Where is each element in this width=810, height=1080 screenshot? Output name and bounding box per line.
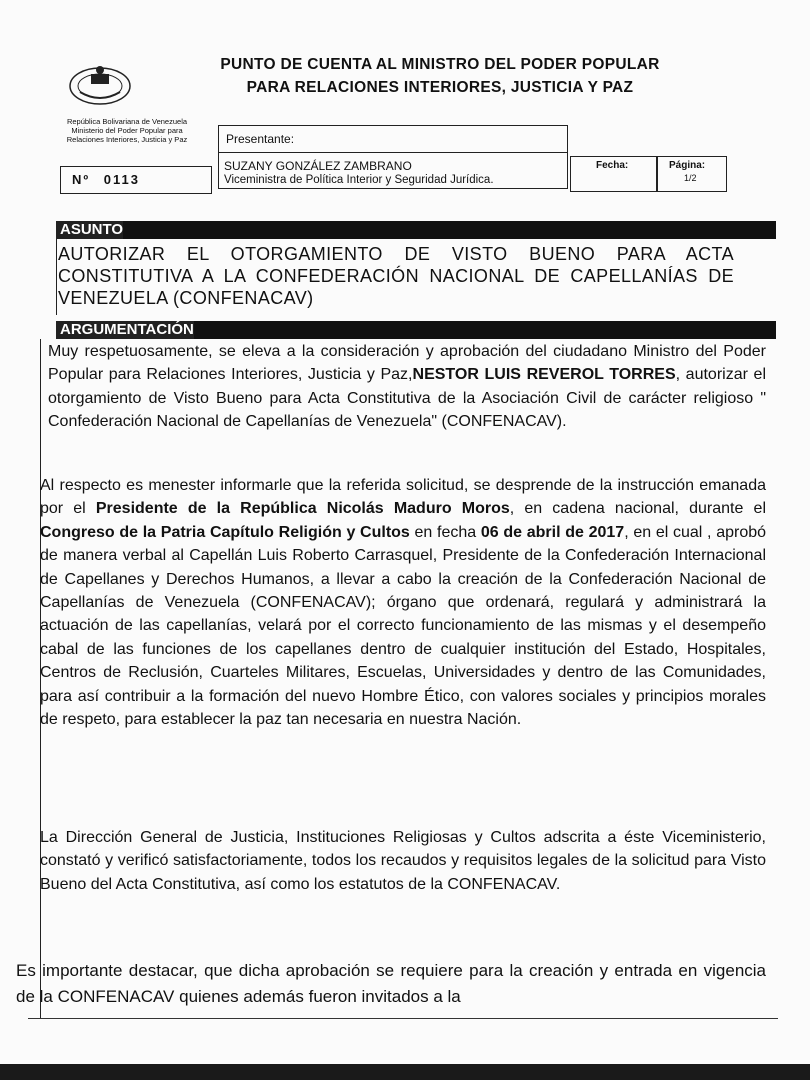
bold-text: Presidente de la República Nicolás Maduro Moros — [95, 500, 510, 518]
org-line: Ministerio del Poder Popular para — [71, 126, 183, 135]
argumentacion-header-bar — [56, 321, 776, 339]
text-run: , autorizar el otorgamiento de Visto Bueno para Acta Constitutiva de la Asociación Civil de carácter religioso " Confederación Nacional de Capellanías de Venezuela" (CONFENACAV). — [48, 366, 766, 431]
bold-date: 06 de abril de 2017 — [480, 523, 625, 541]
asunto-text: AUTORIZAR EL OTORGAMIENTO DE VISTO BUENO PARA ACTA CONSTITUTIVA A LA CONFEDERACIÓN NACIONAL DE CAPELLANÍAS DE VENEZUELA (CONFENACAV) — [58, 244, 734, 308]
paragraph-2 — [40, 474, 766, 731]
government-seal-icon — [66, 62, 134, 106]
pagina-label: Página: — [669, 160, 706, 171]
text-run: , en el cual , aprobó de manera verbal al Capellán Luis Roberto Carrasquel, Presidente de la Confederación Internacional de Capellanes y Derechos Humanos, a llevar a cabo la creación de la Confederación Nacional de Capellanías de Venezuela (CONFENACAV); órgano que ordenará, regulará y administrará la actuación de las capellanías, velará por el correcto funcionamiento de las mismas y el desempeño cabal de las funciones de los capellanes dentro de cualquier institución del Estado, Hospitales, Centros de Reclusión, Cuarteles Militares, Escuelas, Universidades y dentro de las Comunidades, para así contribuir a la formación del nuevo Hombre Ético, con valores sociales y principios morales de respeto, para establecer la paz tan necesaria en nuestra Nación. — [40, 523, 767, 729]
fecha-label: Fecha: — [596, 160, 629, 171]
org-line: Relaciones Interiores, Justicia y Paz — [66, 135, 188, 144]
paragraph-1 — [48, 340, 766, 434]
argumentacion-heading: ARGUMENTACIÓN — [56, 321, 194, 339]
text-run: en fecha — [409, 523, 481, 541]
paragraph-4: Es importante destacar, que dicha aprobación se requiere para la creación y entrada en vigencia de la CONFENACAV quienes además fueron invitados a la — [16, 961, 766, 1006]
asunto-header-bar — [56, 221, 776, 239]
org-line: República Bolivariana de Venezuela — [66, 117, 188, 126]
presentante-name: SUZANY GONZÁLEZ ZAMBRANO — [224, 159, 412, 173]
minister-name: NESTOR LUIS REVEROL TORRES — [412, 366, 676, 384]
asunto-heading: ASUNTO — [56, 221, 123, 239]
number-value: 0113 — [103, 172, 140, 187]
page-bottom-edge — [0, 1064, 810, 1080]
presentante-label: Presentante: — [226, 132, 295, 146]
text-run: , en cadena nacional, durante el — [509, 500, 766, 518]
text-run: Al respecto es menester informarle que la referida solicitud, se desprende de la instrucción emanada por el — [40, 477, 766, 518]
document-title-line-1: PUNTO DE CUENTA AL MINISTRO DEL PODER POPULAR — [220, 56, 660, 73]
divider — [28, 1018, 778, 1019]
document-title-line-2: PARA RELACIONES INTERIORES, JUSTICIA Y PAZ — [246, 79, 634, 96]
pagina-value: 1/2 — [684, 173, 697, 183]
document-number — [72, 172, 140, 187]
paragraph-3: La Dirección General de Justicia, Instituciones Religiosas y Cultos adscrita a éste Viceministerio, constató y verificó satisfactoriamente, todos los recaudos y requisitos legales de la solicitud para Visto Bueno del Acta Constitutiva, así como los estatutos de la CONFENACAV. — [40, 829, 766, 893]
text-run: Muy respetuosamente, se eleva a la consideración y aprobación del ciudadano Ministro del Poder Popular para Relaciones Interiores, Justicia y Paz, — [48, 343, 766, 384]
divider — [218, 152, 568, 153]
divider — [56, 239, 57, 315]
presentante-role: Viceministra de Política Interior y Seguridad Jurídica. — [224, 174, 494, 186]
number-label: Nº — [72, 172, 91, 187]
organization-name — [52, 117, 202, 144]
bold-text: Congreso de la Patria Capítulo Religión y Cultos — [40, 523, 410, 541]
